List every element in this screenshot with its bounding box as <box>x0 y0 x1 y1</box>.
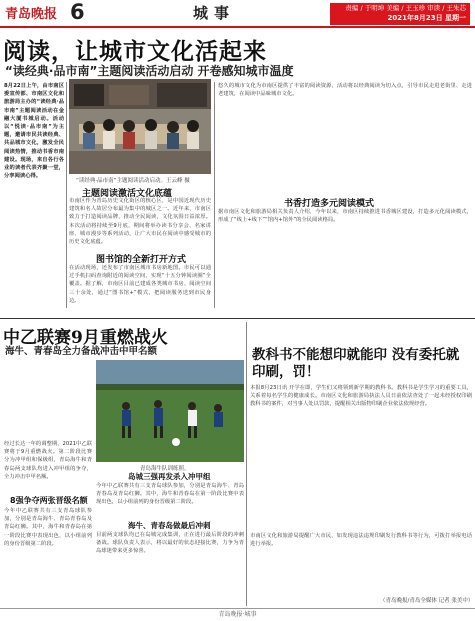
column-divider <box>66 82 67 308</box>
textbook-body: 本报8月23日讯 开学在即，学生们又将领到新学期的教科书。教科书是学生学习的重要工具，关系着每名学生的健康成长。市南区文化和旅游局执法人员日前依法查处了一起未经授权印刷教科书的案件，对当事人处以罚款，提醒相关出版物印刷企业依法依规经营。 <box>250 385 472 408</box>
photo-caption: “读经典·品市南”主题阅读活动启动。王云峰 摄 <box>76 178 190 184</box>
football-body-b-left: 今年中乙联赛共有三支青岛球队参加，分别是青岛海牛、青岛青春岛及青岛红狮。其中，海牛和青春岛在第一阶段比赛中表现出色，以小组前列的身份晋级第二阶段。 <box>4 508 92 547</box>
masthead-rule <box>0 26 475 28</box>
page-footer: 青岛晚报·城事 <box>0 608 475 621</box>
page-number: 6 <box>70 0 85 24</box>
story1-col4-text: 悠久的城市文化为市南区提供了丰富的阅读资源，活动将以经典阅读为切入点，引导市民走进老街里、走进老建筑，在阅读中品味城市文化。 <box>218 83 472 98</box>
subhead-library: 图书馆的全新打开方式 <box>96 255 187 265</box>
story1-col2-text: 市南区作为青岛历史文化街区的核心区，是中国近现代历史建筑和名人故居分布最为集中的城区之一。近年来，市南区致力于打造阅读品牌，推动全民阅读，文化氛围日益浓厚。本次活动将持续至9月底，期间将举办读书分享会、名家讲座、城市漫步等系列活动，让广大市民在阅读中感受城市的历史文化底蕴。 <box>69 198 211 245</box>
textbook-signature: （青岛晚报/青岛全媒体 记者 张美中） <box>380 598 474 604</box>
editors-line: 责编 / 于明坤 美编 / 王玉珍 审读 / 王朱芯 <box>345 4 466 12</box>
textbook-headline <box>252 347 462 381</box>
date-line: 2021年8月23日 星期一 <box>387 13 466 22</box>
newspaper-logo: 青岛晚报 <box>5 7 58 22</box>
main-headline: 阅读，让城市文化活起来 <box>3 38 267 65</box>
main-subheadline: “读经典·品市南”主题阅读活动启动 开卷感知城市温度 <box>5 64 294 78</box>
football-training-photo <box>96 360 244 462</box>
column-divider <box>214 82 215 308</box>
textbook-headline-text: 教科书不能想印就能印 没有委托就印刷，罚！ <box>252 347 460 380</box>
football-body-c: 目前两支球队均已在岛城完成集训，正在进行最后阶段的冲刺备战。球队负责人表示，将以最好的状态迎接比赛，力争为青岛球迷带来更多惊喜。 <box>96 532 244 555</box>
subhead-final-sprint: 海牛、青春岛做最后冲刺 <box>128 521 211 530</box>
textbook-body2: 市南区文化和旅游局提醒广大市民，如发现违法违规印刷发行教科书等行为，可拨打举报电话进行举报。 <box>250 533 472 548</box>
football-photo-caption: 青岛海牛队训练照。 <box>140 466 190 472</box>
story1-col4-text2: 据市南区文化和旅游局相关负责人介绍，今年以来，市南区持续推进书香城区建设，打造多元化阅读模式，形成了“线上+线下”“馆内+馆外”的全民阅读格局。 <box>218 209 472 224</box>
subhead-theme-reading: 主题阅读激活文化底蕴 <box>82 189 173 199</box>
football-body-a: 经过长达一年的调整期，2021中乙联赛将于9月重燃战火。第二阶段比赛分为冲甲组和保级组，青岛海牛和青春岛两支球队均进入冲甲组的争夺，全力冲击中甲名额。 <box>4 441 92 480</box>
subhead-8-teams: 8强争夺两张晋级名额 <box>10 496 88 505</box>
football-subheadline: 海牛、青春岛全力备战冲击中甲名额 <box>5 346 158 357</box>
story1-intro: 8月22日上午，由市南区委宣传部、市南区文化和旅游局主办的“读经典·品市南”主题阅读活动在金融大厦书城启动。活动以“悦读·品市南”为主题，邀请市民共读经典、共品城市文化，激发全民阅读热情，推动书香市南建设。现场，来自各行各业的读者代表齐聚一堂，分享阅读心得。 <box>4 83 64 180</box>
football-body-b: 今年中乙联赛共有三支青岛球队参加，分别是青岛海牛、青岛青春岛及青岛红狮。其中，海牛和青春岛在第一阶段比赛中表现出色，以小组前列的身份晋级第二阶段。 <box>96 483 244 506</box>
edition-meta <box>330 3 470 25</box>
masthead <box>0 0 475 26</box>
story1-col3-text: 在活动现场，还发布了市南区城市书房新地图。市民可以通过手机扫码查询附近的阅读空间，实现“十五分钟阅读圈”全覆盖。据了解，市南区目前已建成各类城市书房、阅读空间三十余处，通过“图书馆+”模式，把阅读服务送到市民身边。 <box>69 265 211 304</box>
column-divider <box>246 322 247 606</box>
subhead-three-teams-visible: 岛城三强再发杀入冲甲组 <box>128 472 211 481</box>
reading-event-photo <box>69 79 211 174</box>
section-title: 城事 <box>193 4 236 22</box>
subhead-multi-reading: 书香打造多元阅读模式 <box>284 199 375 209</box>
football-headline: 中乙联赛9月重燃战火 <box>3 328 168 348</box>
section-divider <box>0 318 475 319</box>
